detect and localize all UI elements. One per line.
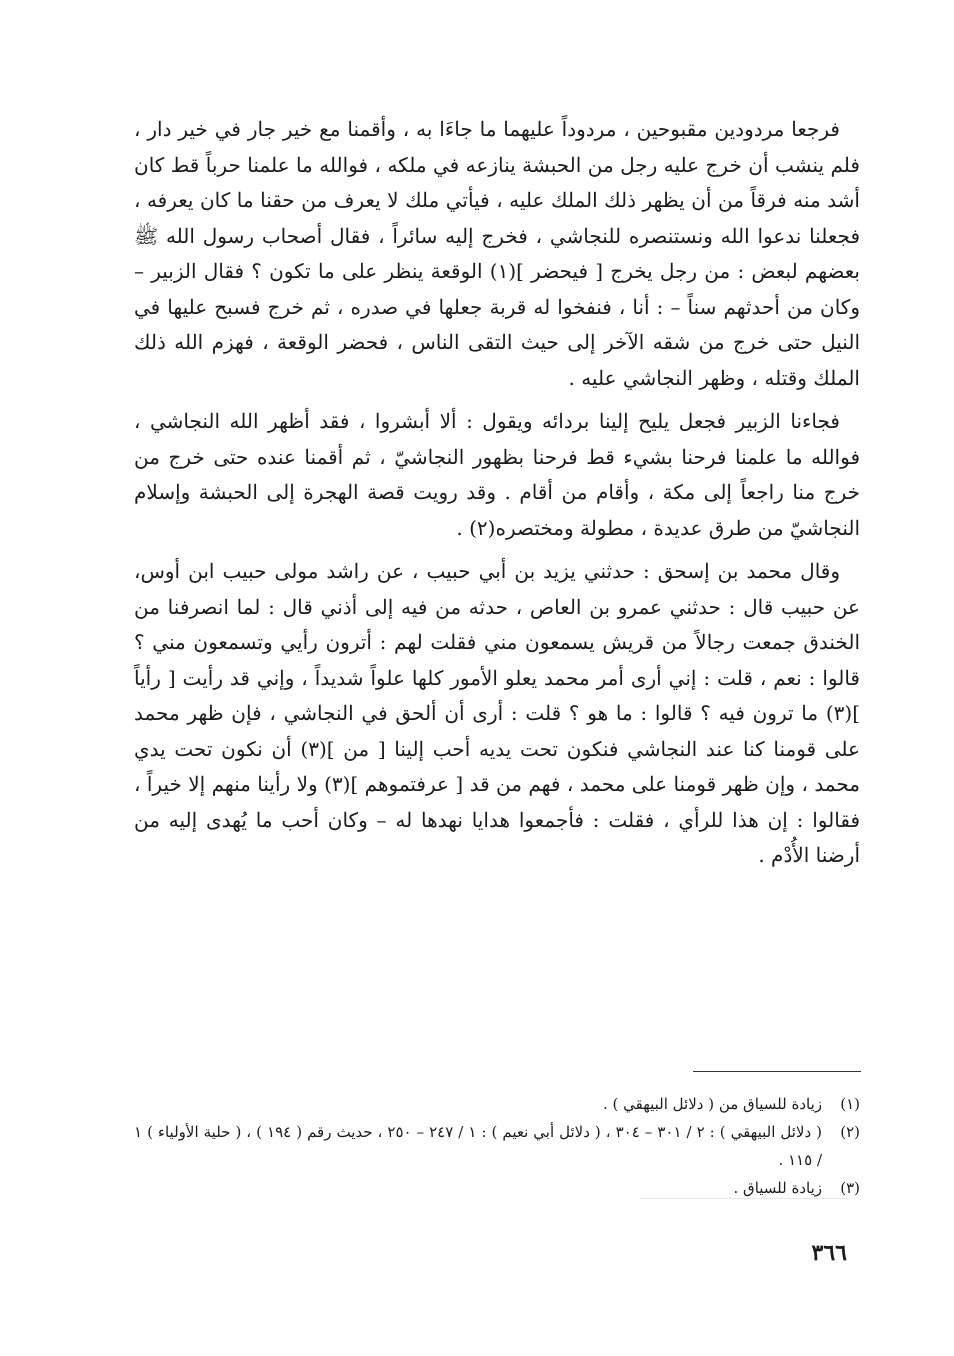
footnote-2	[134, 1118, 860, 1174]
footnote-text: زيادة للسياق من ( دلائل البيهقي ) .	[602, 1095, 822, 1113]
footnote-text: زيادة للسياق .	[733, 1179, 822, 1197]
scan-artifact-line	[640, 1198, 850, 1199]
footnote-1	[134, 1090, 860, 1118]
paragraph-1: فرجعا مردودين مقبوحين ، مردوداً عليهما ما جاءَا به ، وأقمنا مع خير جار في خير دار ، فلم ينشب أن خرج عليه رجل من الحبشة ينازعه في ملكه ، فوالله ما علمنا حرباً قط كان أشد منه فرقاً من أن يظهر ذلك الملك عليه ، فيأتي ملك لا يعرف من حقنا ما كان يعرفه ، فجعلنا ندعوا الله ونستنصره للنجاشي ، فخرج إليه سائراً ، فقال أصحاب رسول الله ﷺ بعضهم لبعض : من رجل يخرج [ فيحضر ](١) الوقعة ينظر على ما تكون ؟ فقال الزبير – وكان من أحدثهم سناً – : أنا ، فنفخوا له قربة جعلها في صدره ، ثم خرج فسبح عليها في النيل حتى خرج من شقه الآخر إلى حيث التقى الناس ، فحضر الوقعة ، فهزم الله ذلك الملك وقتله ، وظهر النجاشي عليه .	[134, 117, 860, 390]
paragraph-2: فجاءنا الزبير فجعل يليح إلينا بردائه ويقول : ألا أبشروا ، فقد أظهر الله النجاشي ، فوالله ما علمنا فرحنا بشيء قط فرحنا بظهور النجاشيّ ، ثم أقمنا عنده حتى خرج من خرج منا راجعاً إلى مكة ، وأقام من أقام . وقد رويت قصة الهجرة إلى الحبشة وإسلام النجاشيّ من طرق عديدة ، مطولة ومختصره(٢) .	[134, 409, 861, 540]
footnote-number: (٢)	[840, 1123, 860, 1141]
footnote-number: (٣)	[840, 1179, 860, 1197]
main-text	[134, 112, 860, 874]
footnote-number: (١)	[840, 1095, 860, 1113]
footnote-divider	[693, 1071, 861, 1072]
paragraph-3: وقال محمد بن إسحق : حدثني يزيد بن أبي حبيب ، عن راشد مولى حبيب ابن أوس، عن حبيب قال : حدثني عمرو بن العاص ، حدثه من فيه إلى أذني قال : لما انصرفنا من الخندق جمعت رجالاً من قريش يسمعون مني فقلت لهم : أترون رأيي وتسمعون مني ؟ قالوا : نعم ، قلت : إني أرى أمر محمد يعلو الأمور كلها علواً شديداً ، وإني قد رأيت [ رأياً ](٣) ما ترون فيه ؟ قالوا : ما هو ؟ قلت : أرى أن ألحق في النجاشي ، فإن ظهر محمد على قومنا كنا عند النجاشي فنكون تحت يديه أحب إلينا [ من ](٣) أن نكون تحت يدي محمد ، وإن ظهر قومنا على محمد ، فهم من قد [ عرفتموهم ](٣) ولا رأينا منهم إلا خيراً ، فقالوا : إن هذا للرأي ، فقلت : فأجمعوا هدايا نهدها له – وكان أحب ما يُهدى إليه من أرضنا الأُدْم .	[134, 559, 860, 867]
footnotes	[134, 1090, 860, 1202]
page-number: ٣٦٦	[811, 1240, 847, 1266]
footnote-text: ( دلائل البيهقي ) : ٢ / ٣٠١ – ٣٠٤ ، ( دلائل أبي نعيم ) : ١ / ٢٤٧ – ٢٥٠ ، حديث رقم ( ١٩٤ ) ، ( حلية الأولياء ) ١ / ١١٥ .	[134, 1123, 823, 1169]
